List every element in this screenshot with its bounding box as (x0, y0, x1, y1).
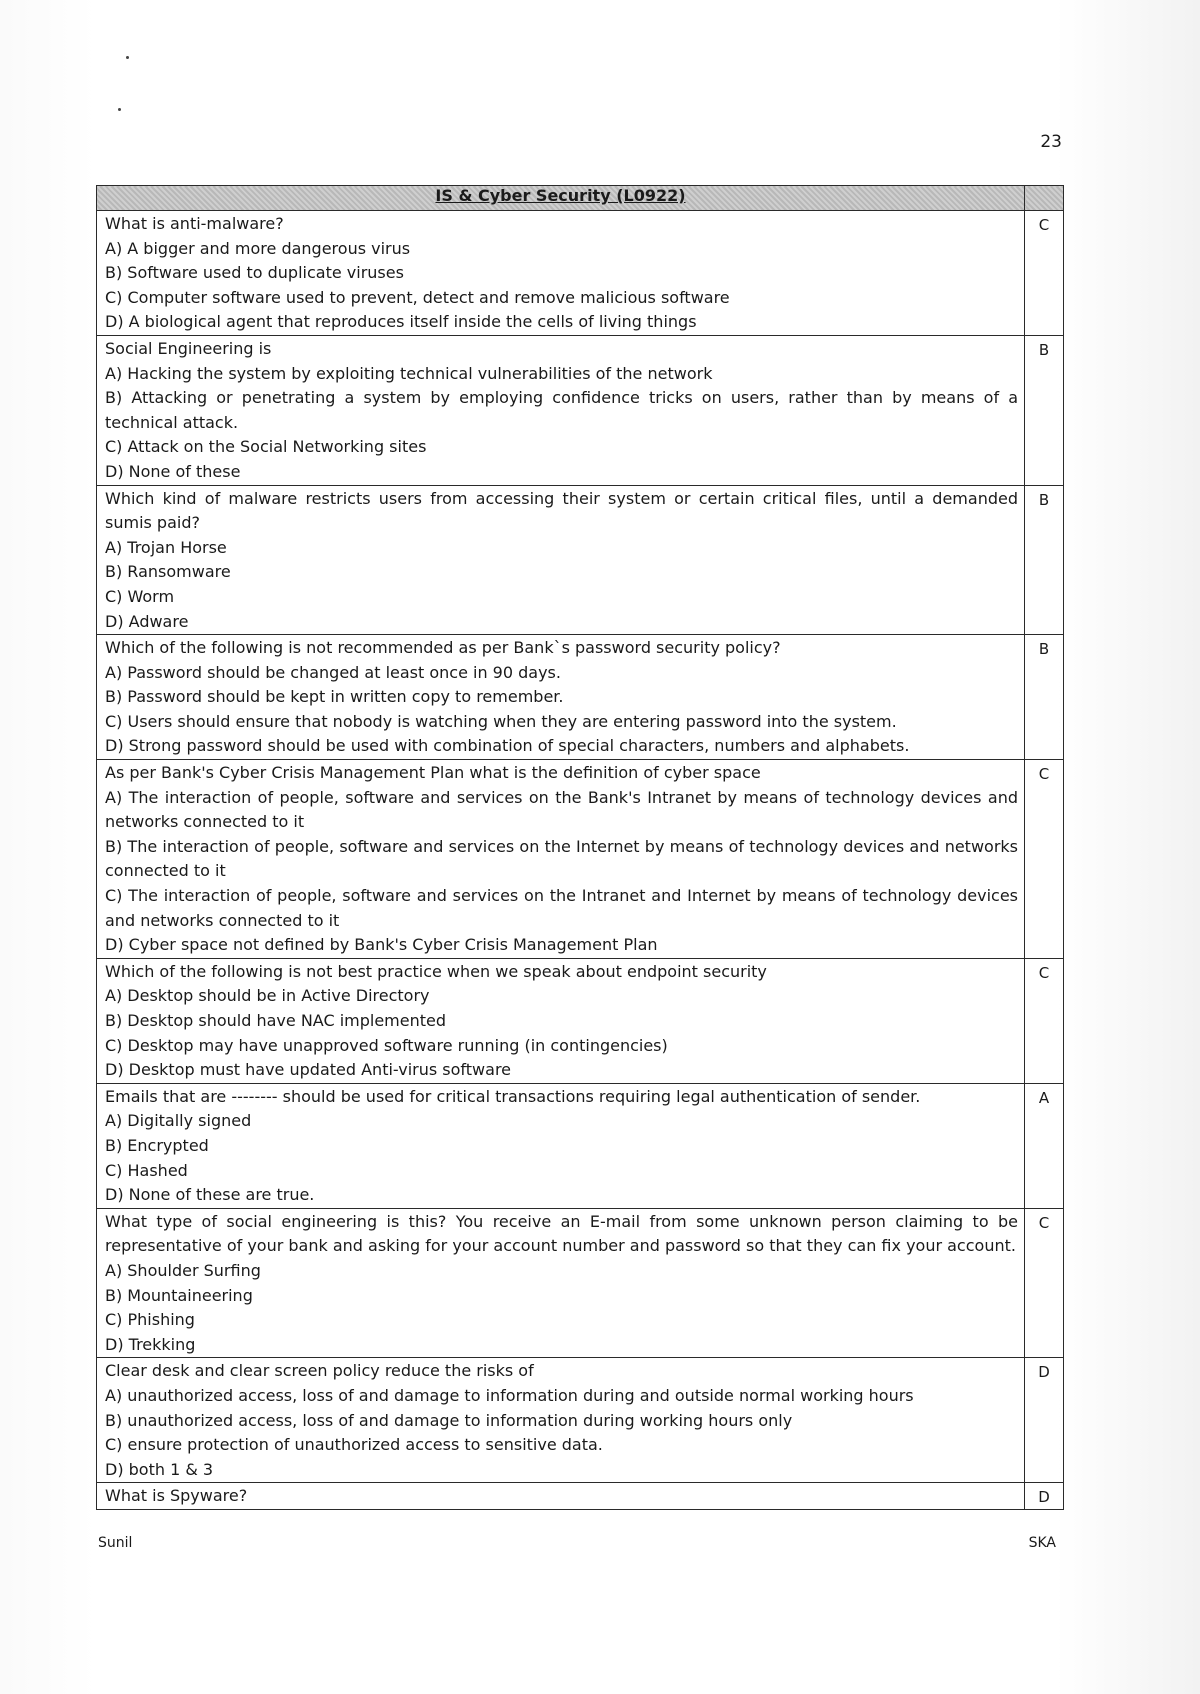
question-text: What is Spyware? (105, 1486, 248, 1506)
answer-option: D) Cyber space not defined by Bank's Cyber Crisis Management Plan (105, 935, 658, 955)
answer-option: D) None of these are true. (105, 1185, 315, 1205)
correct-answer: C (1025, 958, 1064, 1083)
question-row (97, 1208, 1064, 1358)
answer-option: A) The interaction of people, software and services on the Bank's Intranet by means of technology devices and networks connected to it (105, 787, 1018, 832)
footer-left-signature: Sunil (98, 1535, 133, 1551)
answer-option: A) unauthorized access, loss of and damage to information during and outside normal working hours (105, 1385, 914, 1405)
answer-option: D) None of these (105, 461, 241, 481)
question-text: As per Bank's Cyber Crisis Management Plan what is the definition of cyber space (105, 763, 761, 783)
answer-option: C) Phishing (105, 1310, 195, 1330)
answer-option: A) Desktop should be in Active Directory (105, 986, 430, 1006)
answer-option: A) Trojan Horse (105, 537, 227, 557)
question-row (97, 1358, 1064, 1483)
answer-option: C) Worm (105, 586, 175, 606)
answer-option: C) ensure protection of unauthorized access to sensitive data. (105, 1435, 603, 1455)
answer-option: D) Desktop must have updated Anti-virus software (105, 1060, 512, 1080)
question-cell (97, 1208, 1025, 1358)
question-text: What type of social engineering is this? You receive an E-mail from some unknown person claiming to be representative of your bank and asking for your account number and password so that they can fix your account. (105, 1211, 1018, 1256)
question-cell (97, 1358, 1025, 1483)
answer-option: B) Password should be kept in written copy to remember. (105, 687, 564, 707)
page-number: 23 (1040, 132, 1062, 152)
question-text: Which of the following is not recommended as per Bank`s password security policy? (105, 638, 781, 658)
answer-option: B) Ransomware (105, 562, 231, 582)
question-cell (97, 1483, 1025, 1510)
answer-option: A) Hacking the system by exploiting technical vulnerabilities of the network (105, 363, 713, 383)
question-text: Emails that are -------- should be used for critical transactions requiring legal authentication of sender. (105, 1086, 921, 1106)
table-header-row (97, 186, 1064, 211)
correct-answer: C (1025, 1208, 1064, 1358)
question-cell (97, 211, 1025, 336)
question-row (97, 760, 1064, 959)
correct-answer: B (1025, 485, 1064, 635)
correct-answer: D (1025, 1483, 1064, 1510)
correct-answer: B (1025, 635, 1064, 760)
answer-option: B) Mountaineering (105, 1285, 253, 1305)
answer-header-cell (1025, 186, 1064, 211)
answer-option: A) Password should be changed at least once in 90 days. (105, 662, 561, 682)
answer-option: D) both 1 & 3 (105, 1459, 214, 1479)
footer-right-initials: SKA (1028, 1535, 1056, 1551)
question-row (97, 485, 1064, 635)
question-cell (97, 635, 1025, 760)
answer-option: B) unauthorized access, loss of and damage to information during working hours only (105, 1410, 793, 1430)
question-row (97, 1483, 1064, 1510)
correct-answer: B (1025, 335, 1064, 485)
answer-option: C) Computer software used to prevent, detect and remove malicious software (105, 287, 730, 307)
answer-option: C) The interaction of people, software and services on the Intranet and Internet by means of technology devices and networks connected to it (105, 886, 1018, 930)
question-text: Which of the following is not best practice when we speak about endpoint security (105, 961, 767, 981)
question-cell (97, 760, 1025, 959)
question-text: Social Engineering is (105, 338, 272, 358)
question-table (96, 185, 1064, 1510)
correct-answer: A (1025, 1083, 1064, 1208)
question-text: Clear desk and clear screen policy reduce the risks of (105, 1361, 534, 1381)
correct-answer: C (1025, 760, 1064, 959)
question-cell (97, 958, 1025, 1083)
answer-option: B) Attacking or penetrating a system by employing confidence tricks on users, rather than by means of a technical attack. (105, 388, 1018, 432)
answer-option: C) Hashed (105, 1160, 188, 1180)
question-cell (97, 485, 1025, 635)
question-cell (97, 1083, 1025, 1208)
answer-option: D) A biological agent that reproduces itself inside the cells of living things (105, 312, 697, 332)
scan-speck (126, 56, 129, 59)
question-row (97, 335, 1064, 485)
correct-answer: C (1025, 211, 1064, 336)
question-text: Which kind of malware restricts users from accessing their system or certain critical files, until a demanded sumis paid? (105, 488, 1018, 533)
answer-option: D) Adware (105, 611, 189, 631)
table-title: IS & Cyber Security (L0922) (97, 186, 1025, 211)
answer-option: C) Attack on the Social Networking sites (105, 437, 427, 457)
question-row (97, 958, 1064, 1083)
answer-option: C) Desktop may have unapproved software running (in contingencies) (105, 1035, 668, 1055)
answer-option: D) Trekking (105, 1334, 196, 1354)
question-row (97, 1083, 1064, 1208)
scan-speck (118, 108, 121, 111)
question-list (97, 211, 1064, 1510)
answer-option: B) Software used to duplicate viruses (105, 263, 404, 283)
question-text: What is anti-malware? (105, 214, 284, 233)
question-cell (97, 335, 1025, 485)
answer-option: D) Strong password should be used with combination of special characters, numbers and alphabets. (105, 736, 910, 756)
answer-option: B) Encrypted (105, 1135, 209, 1155)
answer-option: B) Desktop should have NAC implemented (105, 1011, 447, 1030)
answer-option: C) Users should ensure that nobody is watching when they are entering password into the system. (105, 711, 897, 731)
answer-option: A) Digitally signed (105, 1111, 252, 1131)
answer-option: A) Shoulder Surfing (105, 1260, 261, 1280)
answer-option: B) The interaction of people, software and services on the Internet by means of technology devices and networks connected to it (105, 836, 1018, 881)
answer-option: A) A bigger and more dangerous virus (105, 238, 411, 258)
question-row (97, 635, 1064, 760)
question-row (97, 211, 1064, 336)
correct-answer: D (1025, 1358, 1064, 1483)
